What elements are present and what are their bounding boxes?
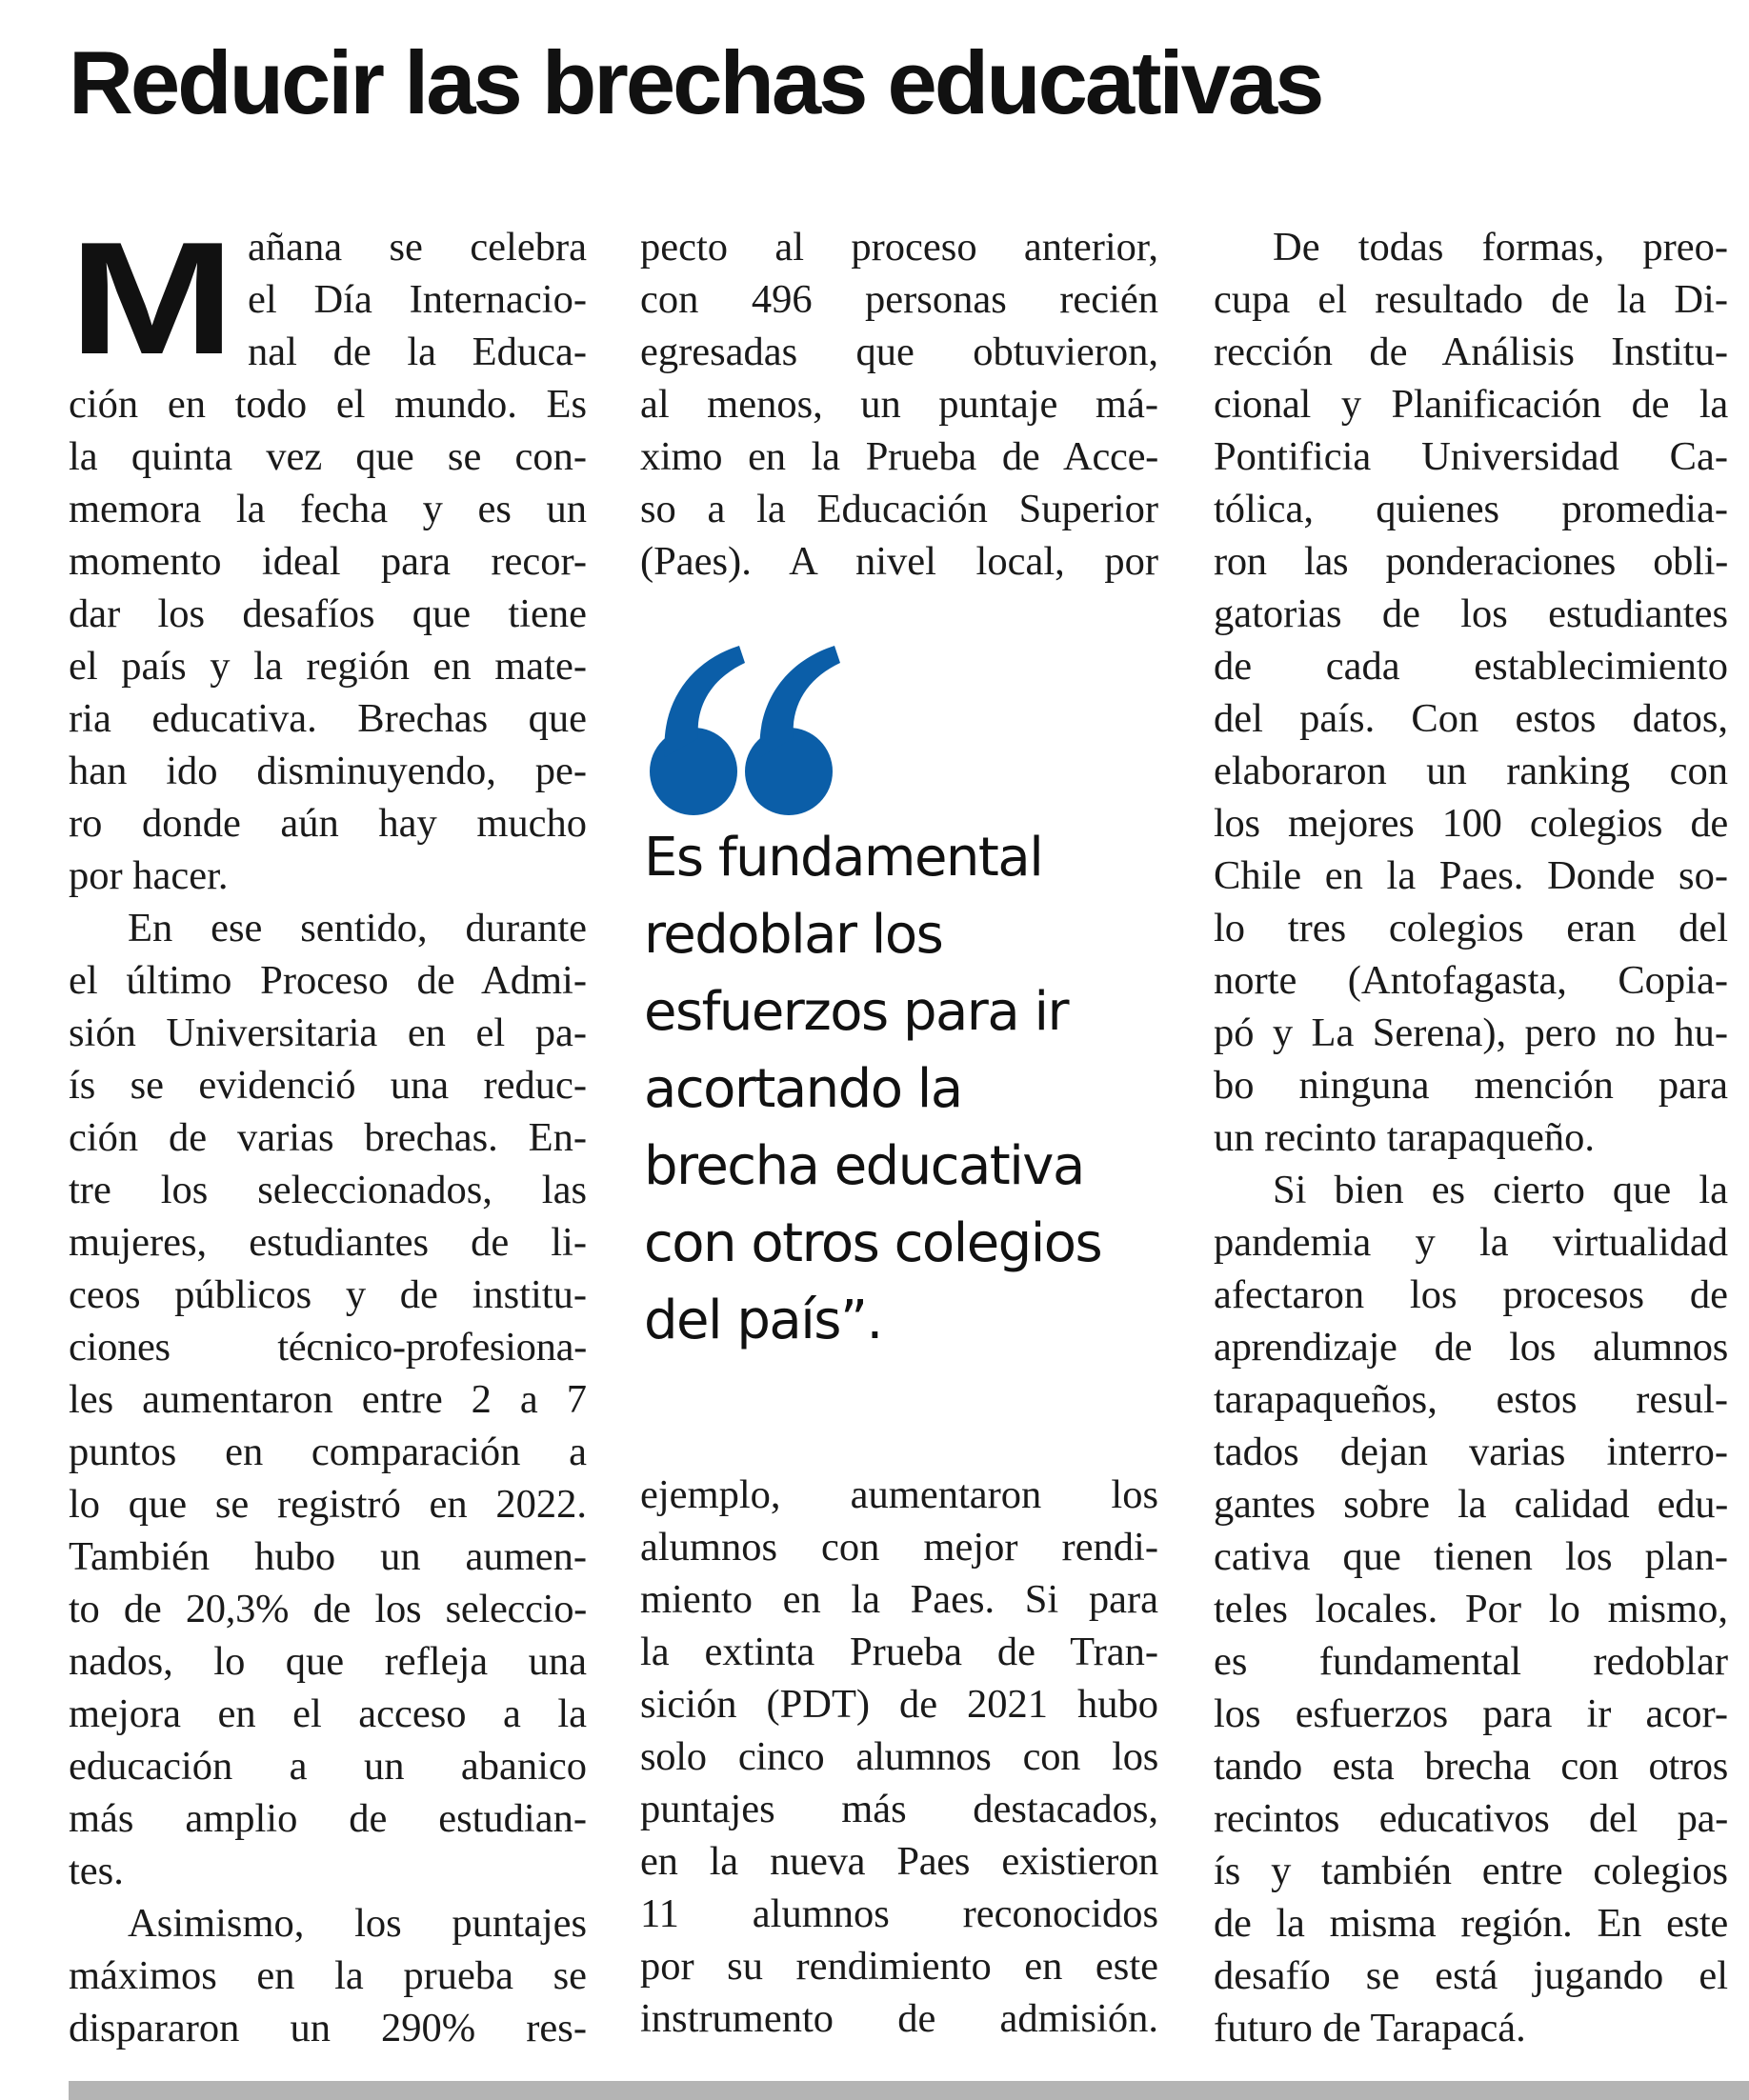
headline: Reducir las brechas educativas xyxy=(69,32,1322,132)
text-line: (Paes). A nivel local, por xyxy=(640,539,1158,584)
text-line: Pontificia Universidad Ca- xyxy=(1214,434,1728,479)
text-line: la extinta Prueba de Tran- xyxy=(640,1630,1158,1674)
paragraph-4 xyxy=(1214,221,1728,1164)
paragraph-1 xyxy=(69,209,587,902)
text-line: ejemplo, aumentaron los xyxy=(640,1472,1158,1517)
text-line: futuro de Tarapacá. xyxy=(1214,2006,1526,2050)
text-line: sición (PDT) de 2021 hubo xyxy=(640,1682,1158,1727)
column-2-top xyxy=(640,221,1158,588)
text-line: los esfuerzos para ir acor- xyxy=(1214,1691,1728,1736)
text-line: educación a un abanico xyxy=(69,1744,587,1789)
text-line: ria educativa. Brechas que xyxy=(69,696,587,741)
text-line: norte (Antofagasta, Copia- xyxy=(1214,958,1728,1003)
drop-cap: M xyxy=(69,209,226,388)
text-line: mejora en el acceso a la xyxy=(69,1691,587,1736)
text-line: teles locales. Por lo mismo, xyxy=(1214,1587,1728,1631)
text-line: en la nueva Paes existieron xyxy=(640,1839,1158,1884)
text-line: más amplio de estudian- xyxy=(69,1796,587,1841)
text-line: ción de varias brechas. En- xyxy=(69,1115,587,1160)
text-line: gantes sobre la calidad edu- xyxy=(1214,1482,1728,1527)
pull-quote-line: del país”. xyxy=(644,1290,882,1351)
text-line: tólica, quienes promedia- xyxy=(1214,487,1728,531)
text-line: lo tres colegios eran del xyxy=(1214,906,1728,950)
text-line: recintos educativos del pa- xyxy=(1214,1796,1728,1841)
text-line: de la misma región. En este xyxy=(1214,1901,1728,1946)
text-line: puntajes más destacados, xyxy=(640,1787,1158,1831)
text-line: de cada establecimiento xyxy=(1214,644,1728,689)
pull-quote-line: con otros colegios xyxy=(644,1212,1102,1274)
text-line: del país. Con estos datos, xyxy=(1214,696,1728,741)
text-line: bo ninguna mención para xyxy=(1214,1063,1728,1108)
text-line: Asimismo, los puntajes xyxy=(128,1901,587,1946)
paragraph-3 xyxy=(69,1897,587,2054)
text-line: tre los seleccionados, las xyxy=(69,1168,587,1212)
text-line: elaboraron un ranking con xyxy=(1214,749,1728,793)
text-line: egresadas que obtuvieron, xyxy=(640,330,1158,374)
text-line: ron las ponderaciones obli- xyxy=(1214,539,1728,584)
text-line: De todas formas, preo- xyxy=(1273,225,1728,270)
text-line: han ido disminuyendo, pe- xyxy=(69,749,587,793)
text-line: solo cinco alumnos con los xyxy=(640,1734,1158,1779)
text-line: el país y la región en mate- xyxy=(69,644,587,689)
quote-mark-icon xyxy=(646,629,855,829)
column-2-bottom xyxy=(640,1469,1158,2045)
text-line: 11 alumnos reconocidos xyxy=(640,1891,1158,1936)
text-line: Chile en la Paes. Donde so- xyxy=(1214,853,1728,898)
text-line: to de 20,3% de los seleccio- xyxy=(69,1587,587,1631)
text-line: puntos en comparación a xyxy=(69,1430,587,1474)
text-line: máximos en la prueba se xyxy=(69,1953,587,1998)
text-line: el último Proceso de Admi- xyxy=(69,958,587,1003)
text-line: Si bien es cierto que la xyxy=(1273,1168,1728,1212)
text-line: miento en la Paes. Si para xyxy=(640,1577,1158,1622)
text-line: aprendizaje de los alumnos xyxy=(1214,1325,1728,1370)
text-line: ro donde aún hay mucho xyxy=(69,801,587,846)
text-line: sión Universitaria en el pa- xyxy=(69,1010,587,1055)
text-line: añana se celebra xyxy=(248,225,587,270)
bottom-divider xyxy=(69,2081,1749,2100)
text-line: ción en todo el mundo. Es xyxy=(69,382,587,427)
text-line: pandemia y la virtualidad xyxy=(1214,1220,1728,1265)
text-line: so a la Educación Superior xyxy=(640,487,1158,531)
text-line: la quinta vez que se con- xyxy=(69,434,587,479)
text-line: tando esta brecha con otros xyxy=(1214,1744,1728,1789)
text-line: alumnos con mejor rendi- xyxy=(640,1525,1158,1570)
text-line: lo que se registró en 2022. xyxy=(69,1482,587,1527)
text-line: el Día Internacio- xyxy=(248,277,587,322)
text-line: cativa que tienen los plan- xyxy=(1214,1534,1728,1579)
text-line: es fundamental redoblar xyxy=(1214,1639,1728,1684)
text-line: dar los desafíos que tiene xyxy=(69,591,587,636)
text-line: memora la fecha y es un xyxy=(69,487,587,531)
pull-quote-line: brecha educativa xyxy=(644,1135,1084,1197)
text-line: momento ideal para recor- xyxy=(69,539,587,584)
text-line: ís y también entre colegios xyxy=(1214,1849,1728,1893)
text-line: tes. xyxy=(69,1849,124,1893)
text-line: pó y La Serena), pero no hu- xyxy=(1214,1010,1728,1055)
text-line: un recinto tarapaqueño. xyxy=(1214,1115,1596,1160)
text-line: por hacer. xyxy=(69,853,229,898)
text-line: ciones técnico-profesiona- xyxy=(69,1325,587,1370)
text-line: dispararon un 290% res- xyxy=(69,2006,587,2050)
text-line: con 496 personas recién xyxy=(640,277,1158,322)
text-line: los mejores 100 colegios de xyxy=(1214,801,1728,846)
text-line: al menos, un puntaje má- xyxy=(640,382,1158,427)
paragraph-2 xyxy=(69,902,587,1897)
text-line: nados, lo que refleja una xyxy=(69,1639,587,1684)
text-line: por su rendimiento en este xyxy=(640,1944,1158,1989)
text-line: En ese sentido, durante xyxy=(128,906,587,950)
pull-quote-line: esfuerzos para ir xyxy=(644,981,1069,1043)
text-line: pecto al proceso anterior, xyxy=(640,225,1158,270)
pull-quote xyxy=(644,819,1177,1359)
pull-quote-line: redoblar los xyxy=(644,904,943,966)
text-line: También hubo un aumen- xyxy=(69,1534,587,1579)
text-line: cupa el resultado de la Di- xyxy=(1214,277,1728,322)
text-line: gatorias de los estudiantes xyxy=(1214,591,1728,636)
text-line: ximo en la Prueba de Acce- xyxy=(640,434,1158,479)
paragraph-5 xyxy=(1214,1164,1728,2054)
pull-quote-line: Es fundamental xyxy=(644,827,1043,889)
text-line: nal de la Educa- xyxy=(248,330,587,374)
text-line: desafío se está jugando el xyxy=(1214,1953,1728,1998)
text-line: ís se evidenció una reduc- xyxy=(69,1063,587,1108)
text-line: tados dejan varias interro- xyxy=(1214,1430,1728,1474)
text-line: tarapaqueños, estos resul- xyxy=(1214,1377,1728,1422)
text-line: les aumentaron entre 2 a 7 xyxy=(69,1377,587,1422)
text-line: instrumento de admisión. xyxy=(640,1996,1158,2041)
text-line: ceos públicos y de institu- xyxy=(69,1272,587,1317)
pull-quote-line: acortando la xyxy=(644,1058,962,1120)
text-line: rección de Análisis Institu- xyxy=(1214,330,1728,374)
text-line: afectaron los procesos de xyxy=(1214,1272,1728,1317)
text-line: cional y Planificación de la xyxy=(1214,382,1728,427)
text-line: mujeres, estudiantes de li- xyxy=(69,1220,587,1265)
column-1 xyxy=(69,209,587,2054)
column-3 xyxy=(1214,221,1728,2054)
